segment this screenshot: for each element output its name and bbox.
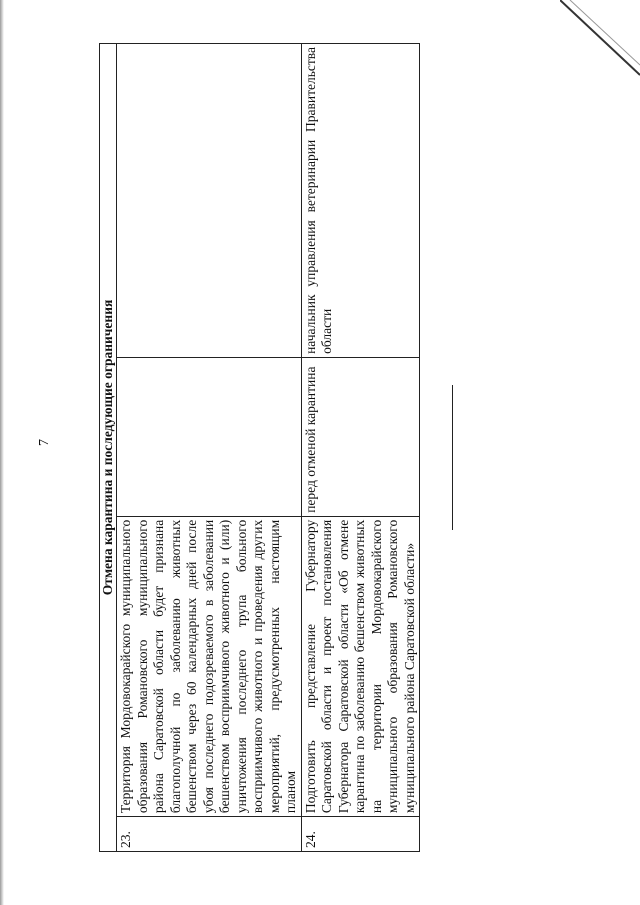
row-action: Территория Мордовокарайского муниципального образования Романовского муниципального района Саратовской области будет признана благополучной по заболеванию животных бешенством через 60 календарных дней после убоя последнего подозреваемого в заболевании бешенством восприимчивого животного и (или) уничтожения последнего трупа больного восприимчивого животного и проведения других мероприятий, предусмотренных настоящим планом — [117, 516, 302, 816]
page-fold-corner — [560, 0, 640, 90]
plan-table — [99, 43, 420, 852]
row-action: Подготовить представление Губернатору Саратовской области и проект постановления Губернатора Саратовской области «Об отмене карантина по заболеванию бешенством животных на территории Мордовокарайского муниципального образования Романовского муниципального района Саратовской области» — [301, 516, 420, 816]
row-number: 24. — [301, 817, 420, 852]
rotated-table-container — [99, 43, 417, 852]
signature-line — [452, 385, 453, 530]
row-number: 23. — [117, 817, 302, 852]
table-row — [117, 44, 302, 852]
page-number: 7 — [37, 439, 52, 446]
row-responsible: начальник управления ветеринарии Правительства области — [301, 44, 420, 358]
section-row — [100, 44, 117, 852]
section-title: Отмена карантина и последующие ограничения — [100, 44, 117, 852]
table-row — [301, 44, 420, 852]
row-responsible — [117, 44, 302, 358]
row-deadline: перед отменой карантина — [301, 357, 420, 516]
page-edge — [0, 0, 4, 905]
row-deadline — [117, 357, 302, 516]
